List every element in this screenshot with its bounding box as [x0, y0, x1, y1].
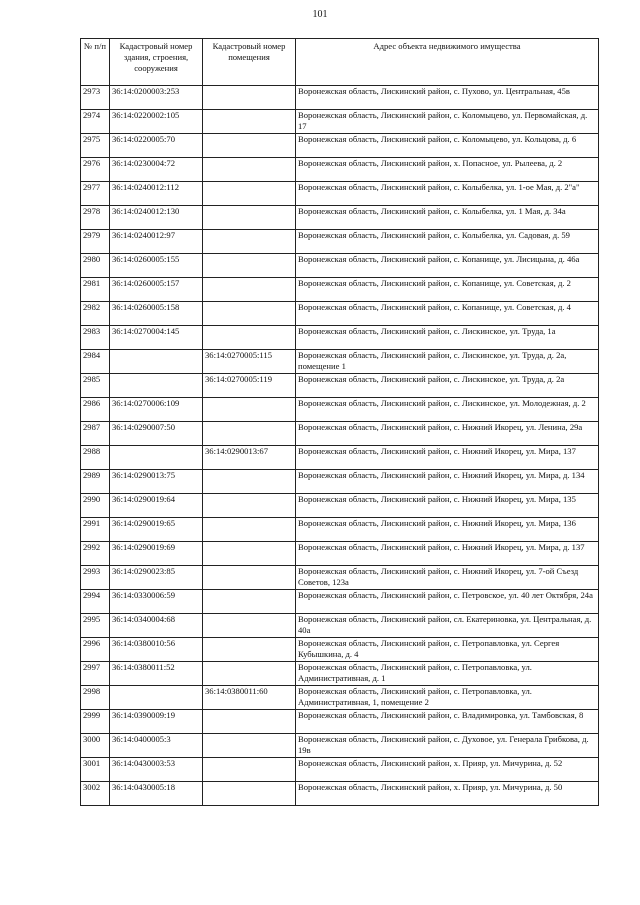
row-number: 3000 [81, 734, 110, 758]
table-row [81, 710, 599, 734]
building-cadastral-number: 36:14:0240012:130 [110, 206, 203, 230]
row-number: 3002 [81, 782, 110, 806]
room-cadastral-number: 36:14:0270005:115 [203, 350, 296, 374]
room-cadastral-number [203, 254, 296, 278]
row-number: 2989 [81, 470, 110, 494]
room-cadastral-number [203, 494, 296, 518]
building-cadastral-number: 36:14:0290019:69 [110, 542, 203, 566]
row-number: 2986 [81, 398, 110, 422]
property-address: Воронежская область, Лискинский район, с. Лискинское, ул. Труда, д. 2а [296, 374, 599, 398]
room-cadastral-number [203, 710, 296, 734]
page-number: 101 [312, 9, 328, 20]
table-row [81, 374, 599, 398]
table-row [81, 542, 599, 566]
table-row [81, 566, 599, 590]
property-address: Воронежская область, Лискинский район, с. Копанище, ул. Советская, д. 2 [296, 278, 599, 302]
property-address: Воронежская область, Лискинский район, с. Коломыцево, ул. Первомайская, д. 17 [296, 110, 599, 134]
table-row [81, 686, 599, 710]
room-cadastral-number [203, 614, 296, 638]
table-row [81, 494, 599, 518]
row-number: 2977 [81, 182, 110, 206]
property-address: Воронежская область, Лискинский район, с. Нижний Икорец, ул. 7-ой Съезд Советов, 123а [296, 566, 599, 590]
table-row [81, 350, 599, 374]
table-row [81, 662, 599, 686]
room-cadastral-number [203, 302, 296, 326]
room-cadastral-number: 36:14:0380011:60 [203, 686, 296, 710]
table-row [81, 182, 599, 206]
row-number: 2978 [81, 206, 110, 230]
room-cadastral-number [203, 782, 296, 806]
row-number: 2973 [81, 86, 110, 110]
table-body [81, 86, 599, 806]
building-cadastral-number: 36:14:0380010:56 [110, 638, 203, 662]
building-cadastral-number: 36:14:0270006:109 [110, 398, 203, 422]
room-cadastral-number [203, 566, 296, 590]
row-number: 2988 [81, 446, 110, 470]
row-number: 2999 [81, 710, 110, 734]
table-row [81, 446, 599, 470]
room-cadastral-number [203, 110, 296, 134]
table-row [81, 782, 599, 806]
row-number: 2979 [81, 230, 110, 254]
table-row [81, 230, 599, 254]
property-address: Воронежская область, Лискинский район, сл. Екатериновка, ул. Центральная, д. 40а [296, 614, 599, 638]
building-cadastral-number [110, 350, 203, 374]
table-row [81, 398, 599, 422]
building-cadastral-number: 36:14:0270004:145 [110, 326, 203, 350]
table-row [81, 422, 599, 446]
building-cadastral-number: 36:14:0200003:253 [110, 86, 203, 110]
building-cadastral-number: 36:14:0220002:105 [110, 110, 203, 134]
header-num: № п/п [81, 39, 110, 86]
table-row [81, 278, 599, 302]
property-address: Воронежская область, Лискинский район, с. Духовое, ул. Генерала Грибкова, д. 19в [296, 734, 599, 758]
building-cadastral-number: 36:14:0430005:18 [110, 782, 203, 806]
property-address: Воронежская область, Лискинский район, с. Коломыцево, ул. Кольцова, д. 6 [296, 134, 599, 158]
row-number: 2998 [81, 686, 110, 710]
building-cadastral-number: 36:14:0290007:50 [110, 422, 203, 446]
room-cadastral-number [203, 86, 296, 110]
room-cadastral-number [203, 398, 296, 422]
property-address: Воронежская область, Лискинский район, с. Лискинское, ул. Труда, д. 2а, помещение 1 [296, 350, 599, 374]
table-row [81, 326, 599, 350]
room-cadastral-number [203, 758, 296, 782]
building-cadastral-number: 36:14:0260005:158 [110, 302, 203, 326]
property-address: Воронежская область, Лискинский район, с. Копанище, ул. Лисицына, д. 46а [296, 254, 599, 278]
row-number: 2984 [81, 350, 110, 374]
building-cadastral-number: 36:14:0260005:155 [110, 254, 203, 278]
row-number: 2997 [81, 662, 110, 686]
room-cadastral-number [203, 134, 296, 158]
property-address: Воронежская область, Лискинский район, с. Петропавловка, ул. Сергея Кубышкина, д. 4 [296, 638, 599, 662]
building-cadastral-number [110, 686, 203, 710]
table-row [81, 254, 599, 278]
property-address: Воронежская область, Лискинский район, с. Лискинское, ул. Труда, 1а [296, 326, 599, 350]
property-address: Воронежская область, Лискинский район, с. Нижний Икорец, ул. Мира, 136 [296, 518, 599, 542]
building-cadastral-number: 36:14:0430003:53 [110, 758, 203, 782]
room-cadastral-number [203, 278, 296, 302]
property-address: Воронежская область, Лискинский район, с. Копанище, ул. Советская, д. 4 [296, 302, 599, 326]
building-cadastral-number: 36:14:0220005:70 [110, 134, 203, 158]
header-address: Адрес объекта недвижимого имущества [296, 39, 599, 86]
table-row [81, 590, 599, 614]
room-cadastral-number [203, 518, 296, 542]
row-number: 2975 [81, 134, 110, 158]
building-cadastral-number: 36:14:0290019:64 [110, 494, 203, 518]
building-cadastral-number: 36:14:0230004:72 [110, 158, 203, 182]
room-cadastral-number [203, 590, 296, 614]
property-address: Воронежская область, Лискинский район, с. Нижний Икорец, ул. Мира, д. 134 [296, 470, 599, 494]
table-row [81, 638, 599, 662]
table-row [81, 110, 599, 134]
room-cadastral-number [203, 662, 296, 686]
building-cadastral-number: 36:14:0240012:112 [110, 182, 203, 206]
building-cadastral-number: 36:14:0290013:75 [110, 470, 203, 494]
property-address: Воронежская область, Лискинский район, с. Лискинское, ул. Молодежная, д. 2 [296, 398, 599, 422]
row-number: 2982 [81, 302, 110, 326]
property-address: Воронежская область, Лискинский район, х. Прияр, ул. Мичурина, д. 50 [296, 782, 599, 806]
property-address: Воронежская область, Лискинский район, х. Прияр, ул. Мичурина, д. 52 [296, 758, 599, 782]
table-row [81, 134, 599, 158]
building-cadastral-number: 36:14:0290023:85 [110, 566, 203, 590]
row-number: 3001 [81, 758, 110, 782]
row-number: 2996 [81, 638, 110, 662]
row-number: 2976 [81, 158, 110, 182]
row-number: 2985 [81, 374, 110, 398]
property-address: Воронежская область, Лискинский район, с. Петропавловка, ул. Административная, 1, помещение 2 [296, 686, 599, 710]
row-number: 2987 [81, 422, 110, 446]
table-row [81, 206, 599, 230]
room-cadastral-number [203, 422, 296, 446]
property-address: Воронежская область, Лискинский район, с. Владимировка, ул. Тамбовская, 8 [296, 710, 599, 734]
property-address: Воронежская область, Лискинский район, с. Колыбелка, ул. Садовая, д. 59 [296, 230, 599, 254]
row-number: 2994 [81, 590, 110, 614]
building-cadastral-number: 36:14:0290019:65 [110, 518, 203, 542]
property-address: Воронежская область, Лискинский район, х. Попасное, ул. Рылеева, д. 2 [296, 158, 599, 182]
building-cadastral-number: 36:14:0240012:97 [110, 230, 203, 254]
property-address: Воронежская область, Лискинский район, с. Нижний Икорец, ул. Ленина, 29а [296, 422, 599, 446]
property-address: Воронежская область, Лискинский район, с. Нижний Икорец, ул. Мира, 135 [296, 494, 599, 518]
row-number: 2980 [81, 254, 110, 278]
table-row [81, 614, 599, 638]
header-room-cadastral: Кадастровый номер помещения [203, 39, 296, 86]
row-number: 2990 [81, 494, 110, 518]
room-cadastral-number: 36:14:0290013:67 [203, 446, 296, 470]
room-cadastral-number [203, 470, 296, 494]
room-cadastral-number [203, 326, 296, 350]
property-address: Воронежская область, Лискинский район, с. Петропавловка, ул. Административная, д. 1 [296, 662, 599, 686]
property-address: Воронежская область, Лискинский район, с. Пухово, ул. Центральная, 45в [296, 86, 599, 110]
building-cadastral-number: 36:14:0330006:59 [110, 590, 203, 614]
row-number: 2991 [81, 518, 110, 542]
room-cadastral-number: 36:14:0270005:119 [203, 374, 296, 398]
room-cadastral-number [203, 638, 296, 662]
row-number: 2992 [81, 542, 110, 566]
building-cadastral-number: 36:14:0400005:3 [110, 734, 203, 758]
table-row [81, 470, 599, 494]
building-cadastral-number: 36:14:0380011:52 [110, 662, 203, 686]
property-address: Воронежская область, Лискинский район, с. Нижний Икорец, ул. Мира, 137 [296, 446, 599, 470]
room-cadastral-number [203, 206, 296, 230]
table-row [81, 734, 599, 758]
building-cadastral-number [110, 374, 203, 398]
room-cadastral-number [203, 734, 296, 758]
table-row [81, 518, 599, 542]
room-cadastral-number [203, 158, 296, 182]
property-registry-table [80, 38, 599, 806]
building-cadastral-number: 36:14:0340004:68 [110, 614, 203, 638]
building-cadastral-number: 36:14:0260005:157 [110, 278, 203, 302]
property-address: Воронежская область, Лискинский район, с. Петровское, ул. 40 лет Октября, 24а [296, 590, 599, 614]
row-number: 2981 [81, 278, 110, 302]
row-number: 2974 [81, 110, 110, 134]
table-row [81, 758, 599, 782]
room-cadastral-number [203, 182, 296, 206]
room-cadastral-number [203, 542, 296, 566]
property-address: Воронежская область, Лискинский район, с. Колыбелка, ул. 1 Мая, д. 34а [296, 206, 599, 230]
table-row [81, 86, 599, 110]
building-cadastral-number: 36:14:0390009:19 [110, 710, 203, 734]
row-number: 2993 [81, 566, 110, 590]
property-address: Воронежская область, Лискинский район, с. Колыбелка, ул. 1-ое Мая, д. 2"а" [296, 182, 599, 206]
building-cadastral-number [110, 446, 203, 470]
table-row [81, 158, 599, 182]
room-cadastral-number [203, 230, 296, 254]
table-header [81, 39, 599, 86]
table-row [81, 302, 599, 326]
header-building-cadastral: Кадастровый номер здания, строения, сооружения [110, 39, 203, 86]
row-number: 2995 [81, 614, 110, 638]
row-number: 2983 [81, 326, 110, 350]
property-address: Воронежская область, Лискинский район, с. Нижний Икорец, ул. Мира, д. 137 [296, 542, 599, 566]
